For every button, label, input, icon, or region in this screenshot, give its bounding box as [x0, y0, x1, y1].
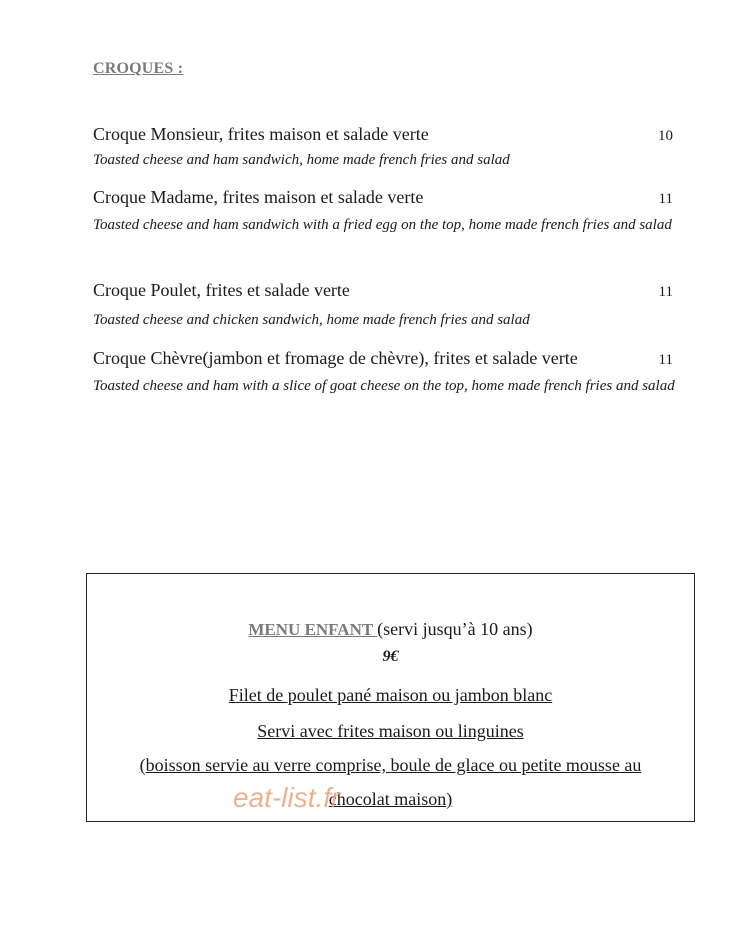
item-description: Toasted cheese and ham sandwich with a fried egg on the top, home made french fries and salad — [93, 217, 672, 233]
kids-menu-title: MENU ENFANT — [248, 620, 378, 639]
kids-menu-heading — [87, 619, 694, 640]
item-price: 10 — [658, 128, 673, 144]
kids-menu-line-3: (boisson servie au verre comprise, boule de glace ou petite mousse au — [139, 755, 642, 775]
kids-menu-subtitle: (servi jusqu’à 10 ans) — [377, 619, 533, 639]
item-description: Toasted cheese and chicken sandwich, home made french fries and salad — [93, 312, 530, 328]
item-name: Croque Madame, frites maison et salade verte — [93, 187, 424, 207]
menu-item-croque-madame — [93, 187, 675, 240]
item-description: Toasted cheese and ham with a slice of goat cheese on the top, home made french fries and salad — [93, 378, 675, 394]
section-title: CROQUES : — [93, 60, 184, 77]
item-description: Toasted cheese and ham sandwich, home made french fries and salad — [93, 152, 510, 168]
watermark: eat-list.fr — [233, 782, 341, 813]
menu-item-croque-monsieur — [93, 124, 675, 175]
item-name: Croque Chèvre(jambon et fromage de chèvre), frites et salade verte — [93, 348, 578, 368]
kids-menu-box — [86, 573, 695, 822]
item-name: Croque Poulet, frites et salade verte — [93, 280, 350, 300]
kids-menu-line-4: chocolat maison) — [328, 789, 453, 809]
item-price: 11 — [658, 284, 673, 300]
item-price: 11 — [658, 352, 673, 368]
kids-menu-line-1: Filet de poulet pané maison ou jambon blanc — [228, 685, 553, 705]
item-price: 11 — [658, 191, 673, 207]
item-name: Croque Monsieur, frites maison et salade verte — [93, 124, 429, 144]
kids-menu-price: 9€ — [382, 648, 399, 665]
kids-menu-line-2: Servi avec frites maison ou linguines — [257, 721, 524, 741]
menu-item-croque-chevre — [93, 348, 675, 401]
menu-item-croque-poulet — [93, 280, 675, 335]
